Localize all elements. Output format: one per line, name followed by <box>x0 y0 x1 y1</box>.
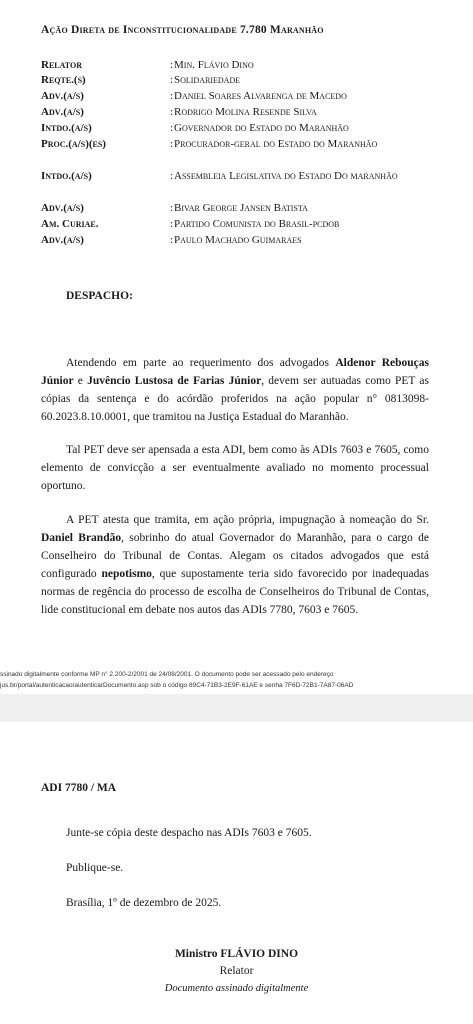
lawyer-name: Juvêncio Lustosa de Farias Júnior <box>87 375 262 387</box>
paragraph-3 <box>41 511 429 619</box>
paragraph-text: Atendendo em parte ao requerimento dos advogados <box>66 357 336 369</box>
signature-note: Documento assinado digitalmente <box>164 983 309 994</box>
party-value: Solidariedade <box>174 74 241 86</box>
party-label: Reqte.(s) <box>41 74 86 86</box>
party-colon: : <box>170 90 174 102</box>
paragraph-text: , sobrinho do atual Governador do Maranhão, para o cargo de Conselheiro do Tribunal de Contas. Alegam os citados advogados que está configurado <box>41 532 429 580</box>
document-title: Ação Direta de Inconstitucionalidade 7.780 Maranhão <box>41 24 324 36</box>
party-colon: : <box>170 234 174 246</box>
party-label: Adv.(a/s) <box>41 90 84 102</box>
party-value: Rodrigo Molina Resende Silva <box>174 106 317 118</box>
party-colon: : <box>170 170 174 182</box>
party-colon: : <box>170 202 174 214</box>
signer-role: Relator <box>219 965 254 977</box>
date-line: Brasília, 1º de dezembro de 2025. <box>66 897 222 909</box>
party-value: Daniel Soares Alvarenga de Macedo <box>174 90 347 102</box>
party-label: Adv.(a/s) <box>41 202 84 214</box>
party-colon: : <box>170 59 174 71</box>
signer-name: Ministro FLÁVIO DINO <box>174 948 299 960</box>
party-colon: : <box>170 74 174 86</box>
footer-line: jus.br/portal/autenticacao/autenticarDocumento.asp sob o código 89C4-71B3-2E9F-61AE e senha 7F6D-72B1-7A87-06AD <box>0 682 354 689</box>
party-label: Intdo.(a/s) <box>41 170 92 182</box>
party-colon: : <box>170 106 174 118</box>
person-name: Daniel Brandão <box>41 532 122 544</box>
party-colon: : <box>170 218 174 230</box>
party-value: Assembleia Legislativa do Estado Do maranhão <box>174 170 398 182</box>
party-label: Adv.(a/s) <box>41 106 84 118</box>
party-label: Intdo.(a/s) <box>41 122 92 134</box>
party-value: Paulo Machado Guimaraes <box>174 234 302 246</box>
party-label: Am. Curiae. <box>41 218 99 230</box>
order-line: Junte-se cópia deste despacho nas ADIs 7603 e 7605. <box>66 827 312 839</box>
party-label: Adv.(a/s) <box>41 234 84 246</box>
digital-signature-footer <box>0 669 353 691</box>
case-reference: ADI 7780 / MA <box>41 782 117 794</box>
party-colon: : <box>170 122 174 134</box>
party-value: Min. Flávio Dino <box>174 59 254 71</box>
paragraph-text: , devem ser autuadas como PET as cópias da sentença e do acórdão proferidos na ação popular n° 0813098-60.2023.8.10.0001, que tramitou na Justiça Estadual do Maranhão. <box>41 375 430 423</box>
party-value: Bivar George Jansen Batista <box>174 202 308 214</box>
paragraph-text: A PET atesta que tramita, em ação própria, impugnação à nomeação do Sr. <box>66 514 429 526</box>
footer-line: ssinado digitalmente conforme MP n° 2.200-2/2001 de 24/08/2001. O documento pode ser acessado pelo endereço <box>0 671 334 678</box>
keyword: nepotismo <box>101 568 152 580</box>
party-colon: : <box>170 138 174 150</box>
party-value: Procurador-geral do Estado do Maranhão <box>174 138 378 150</box>
party-label: Relator <box>41 59 82 71</box>
section-heading: DESPACHO: <box>66 290 133 302</box>
paragraph-text: e <box>73 375 88 387</box>
lawyer-name: Aldenor Rebouças Júnior <box>41 357 430 387</box>
publish-line: Publique-se. <box>66 862 124 874</box>
party-value: Governador do Estado do Maranhão <box>174 122 349 134</box>
paragraph-1 <box>41 354 429 426</box>
paragraph-2: Tal PET deve ser apensada a esta ADI, bem como às ADIs 7603 e 7605, como elemento de convicção a ser eventualmente avaliado no momento processual oportuno. <box>41 444 429 492</box>
party-label: Proc.(a/s)(es) <box>41 138 106 150</box>
paragraph-text: , que supostamente teria sido favorecido por inadequadas normas de regência do processo de escolha de Conselheiros do Tribunal de Contas, lide constitucional em debate nos autos das ADIs 7780, 7603 e 7605. <box>41 568 429 616</box>
party-value: Partido Comunista do Brasil-pcdob <box>174 218 340 230</box>
